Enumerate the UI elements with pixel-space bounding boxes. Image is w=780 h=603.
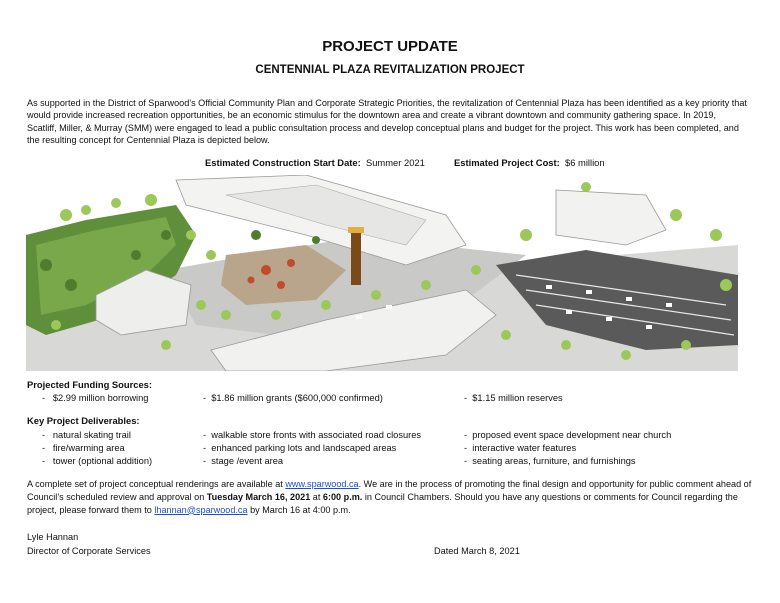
signatory-name: Lyle Hannan bbox=[27, 532, 79, 542]
project-cost-value: $6 million bbox=[564, 157, 605, 168]
start-date-value: Summer 2021 bbox=[365, 157, 425, 168]
deliverable-item: - natural skating trail bbox=[42, 430, 131, 440]
funding-item-borrowing: - $2.99 million borrowing bbox=[42, 393, 149, 403]
deliverable-item: - enhanced parking lots and landscaped areas bbox=[203, 443, 397, 453]
funding-item-grants: - $1.86 million grants ($600,000 confirmed) bbox=[203, 393, 383, 403]
page-title: PROJECT UPDATE bbox=[322, 38, 458, 55]
funding-item-reserves: - $1.15 million reserves bbox=[464, 393, 563, 403]
deliverable-item: - fire/warming area bbox=[42, 443, 125, 453]
dated-line: Dated March 8, 2021 bbox=[434, 546, 520, 556]
closing-paragraph: A complete set of project conceptual renderings are available at www.sparwood.ca. We are in the process of promoting the final design and opportunity for public comment ahead of Council’s scheduled review and approval on Tuesday March 16, 2021 at 6:00 p.m. in Council Chambers. Should you have any questions or comments for Council regarding the project, please forward them to lhannan@sparwood.ca by March 16 at 4:00 p.m. bbox=[27, 479, 752, 515]
deliverable-item: - tower (optional addition) bbox=[42, 456, 153, 466]
email-link[interactable]: lhannan@sparwood.ca bbox=[154, 504, 248, 515]
website-link[interactable]: www.sparwood.ca bbox=[285, 479, 359, 489]
project-cost bbox=[454, 157, 605, 168]
signatory-role: Director of Corporate Services bbox=[27, 546, 151, 556]
deliverable-item: - stage /event area bbox=[203, 456, 284, 466]
intro-paragraph: As supported in the District of Sparwood’s Official Community Plan and Corporate Strategic Priorities, the revitalization of Centennial Plaza has been identified as a key priority that would provide increased recreation opportunities, be an economic stimulus for the downtown area and create a vibrant downtown and community gathering space. In 2019, Scatliff, Miller, & Murray (SMM) were engaged to lead a public consultation process and develop conceptual plans and budget for the project. This work has been completed, and the resulting concept for Centennial Plaza is depicted below. bbox=[27, 98, 747, 146]
deliverable-item: - seating areas, furniture, and furnishings bbox=[464, 456, 636, 466]
start-date bbox=[205, 157, 425, 168]
meeting-date: Tuesday March 16, 2021 bbox=[206, 491, 311, 502]
deliverables-heading: Key Project Deliverables: bbox=[27, 415, 140, 426]
concept-rendering-image bbox=[26, 175, 738, 371]
project-cost-label: Estimated Project Cost: bbox=[454, 157, 560, 168]
page-subtitle: CENTENNIAL PLAZA REVITALIZATION PROJECT bbox=[255, 64, 525, 76]
deliverable-item: - proposed event space development near church bbox=[464, 430, 672, 440]
deliverable-item: - interactive water features bbox=[464, 443, 577, 453]
meeting-time: 6:00 p.m. bbox=[322, 491, 363, 502]
start-date-label: Estimated Construction Start Date: bbox=[205, 157, 361, 168]
funding-heading: Projected Funding Sources: bbox=[27, 379, 153, 390]
deliverable-item: - walkable store fronts with associated road closures bbox=[203, 430, 422, 440]
